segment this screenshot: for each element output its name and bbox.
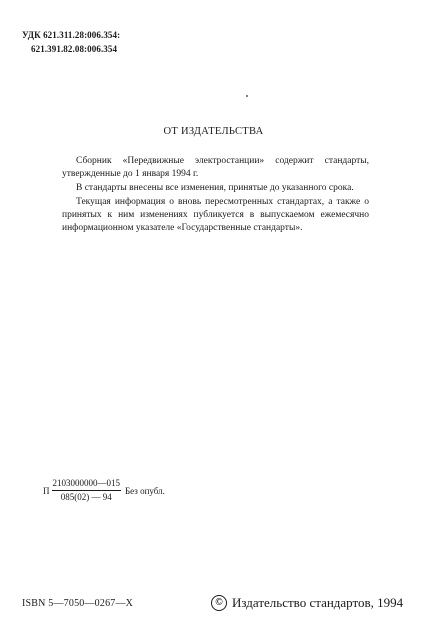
index-denominator: 085(02) — 94 (60, 492, 112, 502)
copyright-icon: © (211, 595, 227, 611)
speck-mark (246, 95, 248, 97)
index-note: Без опубл. (125, 485, 165, 496)
paragraph-3: Текущая информация о вновь пересмотренных стандартах, а также о принятых к ним изменениях публикуется в выпускаемом ежемесячно информационном указателе «Государственные стандарты». (62, 197, 369, 233)
isbn: ISBN 5—7050—0267—X (22, 598, 134, 609)
page-title: ОТ ИЗДАТЕЛЬСТВА (163, 126, 264, 137)
paragraph-1: Сборник «Передвижные электростанции» содержит стандарты, утвержденные до 1 января 1994 г. (62, 156, 369, 179)
publisher-note (62, 155, 369, 235)
udk-line-2: 621.391.82.08:006.354 (31, 44, 118, 54)
index-prefix: П (43, 485, 50, 496)
copyright-text: Издательство стандартов, 1994 (232, 595, 404, 610)
paragraph-2: В стандарты внесены все изменения, принятые до указанного срока. (76, 183, 354, 193)
udk-line-1: УДК 621.311.28:006.354: (22, 30, 121, 40)
publication-index (43, 478, 165, 503)
udk-block (22, 28, 120, 56)
copyright-line (211, 595, 403, 611)
index-numerator: 2103000000—015 (52, 478, 122, 491)
index-fraction (52, 478, 122, 503)
